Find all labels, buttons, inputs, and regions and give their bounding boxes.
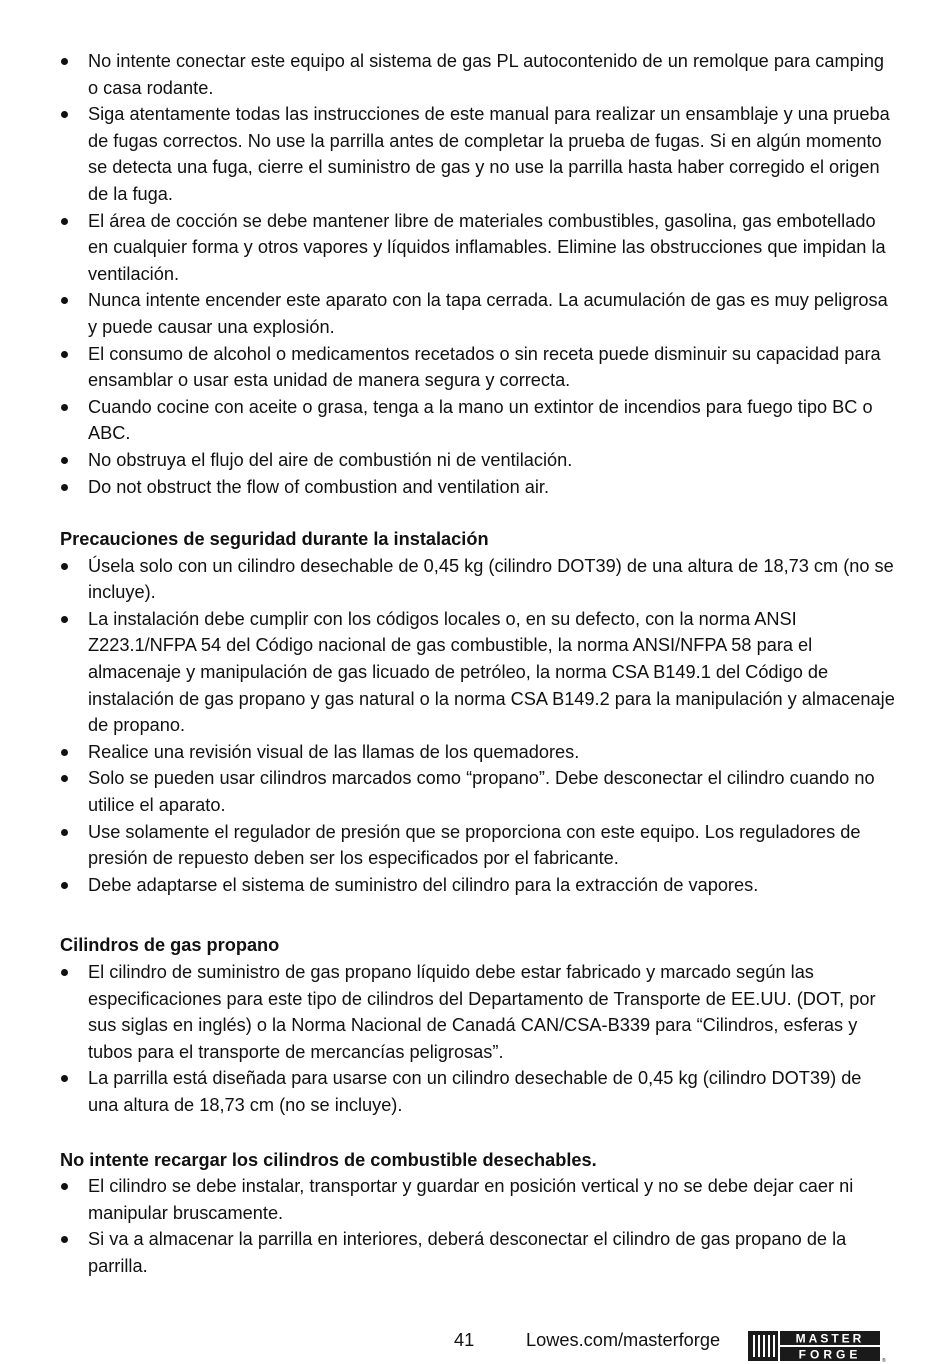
general-safety-list (60, 48, 895, 500)
list-item: El área de cocción se debe mantener libre de materiales combustibles, gasolina, gas embotellado en cualquier forma y otros vapores y líquidos inflamables. Elimine las obstrucciones que impidan la ventilación. (60, 208, 895, 288)
page-footer (0, 1328, 950, 1364)
list-item: Debe adaptarse el sistema de suministro del cilindro para la extracción de vapores. (60, 872, 895, 899)
list-item: La instalación debe cumplir con los códigos locales o, en su defecto, con la norma ANSI Z223.1/NFPA 54 del Código nacional de gas combustible, la norma ANSI/NFPA 58 para el almacenaje y manipulación de gas licuado de petróleo, la norma CSA B149.1 del Código de instalación de gas propano y gas natural o la norma CSA B149.2 para la manipulación y almacenaje de propano. (60, 606, 895, 739)
list-item: La parrilla está diseñada para usarse con un cilindro desechable de 0,45 kg (cilindro DOT39) de una altura de 18,73 cm (no se incluye). (60, 1065, 895, 1118)
refill-list (60, 1173, 895, 1279)
refill-heading: No intente recargar los cilindros de combustible desechables. (60, 1149, 597, 1170)
logo-registered-mark: ® (882, 1358, 886, 1364)
list-item: Do not obstruct the flow of combustion and ventilation air. (60, 474, 895, 501)
website-url: Lowes.com/masterforge (526, 1330, 721, 1350)
list-item: Use solamente el regulador de presión que se proporciona con este equipo. Los reguladores de presión de repuesto deben ser los especificados por el fabricante. (60, 819, 895, 872)
list-item: No intente conectar este equipo al sistema de gas PL autocontenido de un remolque para camping o casa rodante. (60, 48, 895, 101)
list-item: El cilindro se debe instalar, transportar y guardar en posición vertical y no se debe dejar caer ni manipular bruscamente. (60, 1173, 895, 1226)
list-item: Realice una revisión visual de las llamas de los quemadores. (60, 739, 895, 766)
list-item: Cuando cocine con aceite o grasa, tenga a la mano un extintor de incendios para fuego tipo BC o ABC. (60, 394, 895, 447)
logo-text-forge: FORGE (798, 1347, 862, 1362)
installation-heading: Precauciones de seguridad durante la instalación (60, 529, 489, 550)
list-item: No obstruya el flujo del aire de combustión ni de ventilación. (60, 447, 895, 474)
page-number: 41 (454, 1330, 475, 1350)
list-item: Úsela solo con un cilindro desechable de 0,45 kg (cilindro DOT39) de una altura de 18,73 cm (no se incluye). (60, 553, 895, 606)
list-item: El consumo de alcohol o medicamentos recetados o sin receta puede disminuir su capacidad para ensamblar o usar esta unidad de manera segura y correcta. (60, 341, 895, 394)
list-item: El cilindro de suministro de gas propano líquido debe estar fabricado y marcado según las especificaciones para este tipo de cilindros del Departamento de Transporte de EE.UU. (DOT, por sus siglas en inglés) o la Norma Nacional de Canadá CAN/CSA-B339 para “Cilindros, esferas y tubos para el transporte de mercancías peligrosas”. (60, 959, 895, 1065)
list-item: Solo se pueden usar cilindros marcados como “propano”. Debe desconectar el cilindro cuando no utilice el aparato. (60, 765, 895, 818)
document-page (60, 48, 895, 1280)
installation-list (60, 553, 895, 899)
cylinders-list (60, 959, 895, 1119)
logo-text-master: MASTER (795, 1331, 865, 1346)
list-item: Nunca intente encender este aparato con la tapa cerrada. La acumulación de gas es muy peligrosa y puede causar una explosión. (60, 287, 895, 340)
cylinders-heading: Cilindros de gas propano (60, 935, 280, 956)
list-item: Siga atentamente todas las instrucciones de este manual para realizar un ensamblaje y una prueba de fugas correctos. No use la parrilla antes de completar la prueba de fugas. Si en algún momento se detecta una fuga, cierre el suministro de gas y no use la parrilla hasta haber corregido el origen de la fuga. (60, 101, 895, 207)
list-item: Si va a almacenar la parrilla en interiores, deberá desconectar el cilindro de gas propano de la parrilla. (60, 1226, 895, 1279)
